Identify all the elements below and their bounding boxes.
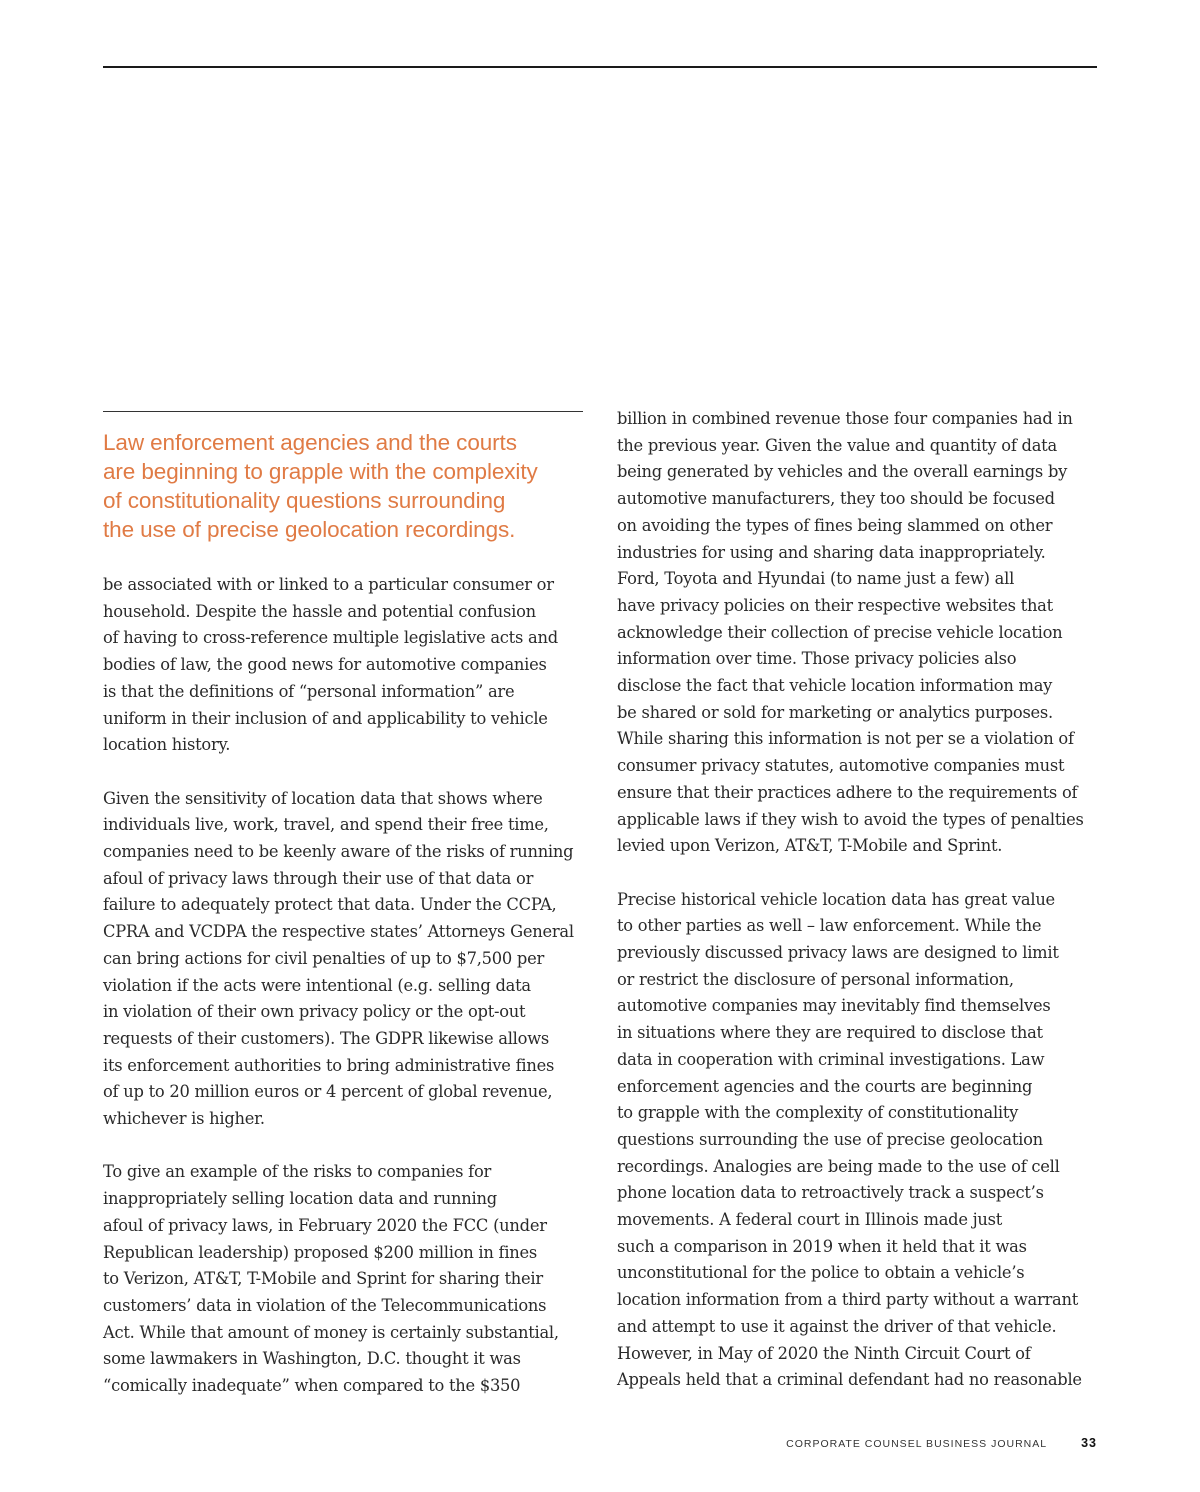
pull-quote-line: the use of precise geolocation recordings. [103,517,516,542]
text-line: Ford, Toyota and Hyundai (to name just a few) all [617,569,1015,589]
text-line: to Verizon, AT&T, T-Mobile and Sprint for sharing their [103,1269,543,1289]
text-line: being generated by vehicles and the overall earnings by [617,462,1068,482]
body-paragraph [103,572,583,759]
text-line: be associated with or linked to a particular consumer or [103,575,554,594]
text-line: location information from a third party without a warrant [617,1290,1079,1310]
text-line: Given the sensitivity of location data that shows where [103,788,543,808]
text-line: CPRA and VCDPA the respective states’ Attorneys General [103,922,574,942]
text-line: data in cooperation with criminal investigations. Law [617,1049,1045,1069]
text-line: automotive manufacturers, they too should be focused [617,489,1055,509]
text-line: such a comparison in 2019 when it held that it was [617,1236,1027,1256]
text-line: previously discussed privacy laws are designed to limit [617,943,1059,963]
text-line: individuals live, work, travel, and spend their free time, [103,815,549,835]
text-line: While sharing this information is not per se a violation of [617,729,1074,749]
text-line: the previous year. Given the value and quantity of data [617,435,1057,455]
text-line: uniform in their inclusion of and applicability to vehicle [103,708,548,728]
text-line: afoul of privacy laws, in February 2020 the FCC (under [103,1215,547,1235]
text-line: in situations where they are required to disclose that [617,1023,1043,1043]
text-line: in violation of their own privacy policy or the opt-out [103,1002,526,1022]
text-line: whichever is higher. [103,1109,265,1129]
pull-quote-rule [103,411,583,412]
pull-quote [103,428,583,544]
text-line: and attempt to use it against the driver of that vehicle. [617,1316,1057,1336]
text-line: acknowledge their collection of precise vehicle location [617,622,1063,642]
right-column [617,406,1101,1421]
page-footer [786,1436,1097,1450]
text-line: Act. While that amount of money is certainly substantial, [103,1322,559,1342]
text-line: of having to cross-reference multiple legislative acts and [103,628,558,648]
text-line: applicable laws if they wish to avoid the types of penalties [617,809,1084,829]
text-line: requests of their customers). The GDPR likewise allows [103,1028,549,1048]
text-line: household. Despite the hassle and potential confusion [103,601,536,621]
text-line: billion in combined revenue those four companies had in [617,409,1073,428]
text-line: questions surrounding the use of precise geolocation [617,1129,1043,1149]
text-line: on avoiding the types of fines being slammed on other [617,515,1053,535]
text-line: or restrict the disclosure of personal information, [617,969,1014,989]
pull-quote-line: Law enforcement agencies and the courts [103,430,517,455]
text-line: enforcement agencies and the courts are beginning [617,1076,1033,1096]
text-line: failure to adequately protect that data. Under the CCPA, [103,895,557,915]
text-line: to other parties as well – law enforcement. While the [617,916,1042,936]
text-line: Precise historical vehicle location data has great value [617,889,1055,909]
text-line: afoul of privacy laws through their use of that data or [103,868,534,888]
text-line: inappropriately selling location data and running [103,1189,497,1209]
text-line: disclose the fact that vehicle location information may [617,676,1053,696]
body-paragraph [103,1159,583,1399]
text-line: Appeals held that a criminal defendant had no reasonable [617,1370,1082,1390]
text-line: be shared or sold for marketing or analytics purposes. [617,702,1053,722]
text-line: bodies of law, the good news for automotive companies [103,655,547,675]
text-line: movements. A federal court in Illinois made just [617,1210,1003,1230]
text-line: violation if the acts were intentional (e.g. selling data [103,975,531,995]
text-line: can bring actions for civil penalties of up to $7,500 per [103,948,544,968]
text-line: to grapple with the complexity of constitutionality [617,1103,1019,1123]
left-column [103,411,583,1426]
text-line: ensure that their practices adhere to the requirements of [617,782,1078,802]
text-line: its enforcement authorities to bring administrative fines [103,1055,555,1075]
text-line: have privacy policies on their respective websites that [617,595,1053,615]
publication-name: CORPORATE COUNSEL BUSINESS JOURNAL [786,1438,1048,1450]
body-paragraph [617,406,1101,860]
pull-quote-line: of constitutionality questions surrounding [103,488,506,513]
text-line: is that the definitions of “personal information” are [103,681,515,701]
text-line: customers’ data in violation of the Telecommunications [103,1295,547,1315]
text-line: companies need to be keenly aware of the risks of running [103,842,574,862]
text-line: unconstitutional for the police to obtain a vehicle’s [617,1263,1025,1283]
text-line: consumer privacy statutes, automotive companies must [617,756,1065,776]
text-line: some lawmakers in Washington, D.C. thought it was [103,1349,521,1369]
pull-quote-line: are beginning to grapple with the complexity [103,459,538,484]
body-paragraph [617,887,1101,1394]
page-number: 33 [1081,1436,1097,1450]
text-line: Republican leadership) proposed $200 million in fines [103,1242,537,1262]
text-line: information over time. Those privacy policies also [617,649,1017,669]
text-line: of up to 20 million euros or 4 percent of global revenue, [103,1082,553,1102]
text-line: However, in May of 2020 the Ninth Circuit Court of [617,1343,1031,1363]
text-line: phone location data to retroactively track a suspect’s [617,1183,1044,1203]
top-rule [103,66,1097,68]
text-line: automotive companies may inevitably find themselves [617,996,1051,1016]
body-paragraph [103,786,583,1133]
text-line: recordings. Analogies are being made to the use of cell [617,1156,1060,1176]
text-line: To give an example of the risks to companies for [103,1162,492,1182]
text-line: “comically inadequate” when compared to the $350 [103,1376,521,1396]
text-line: levied upon Verizon, AT&T, T-Mobile and Sprint. [617,836,1003,856]
text-line: location history. [103,735,231,755]
text-line: industries for using and sharing data inappropriately. [617,542,1046,562]
